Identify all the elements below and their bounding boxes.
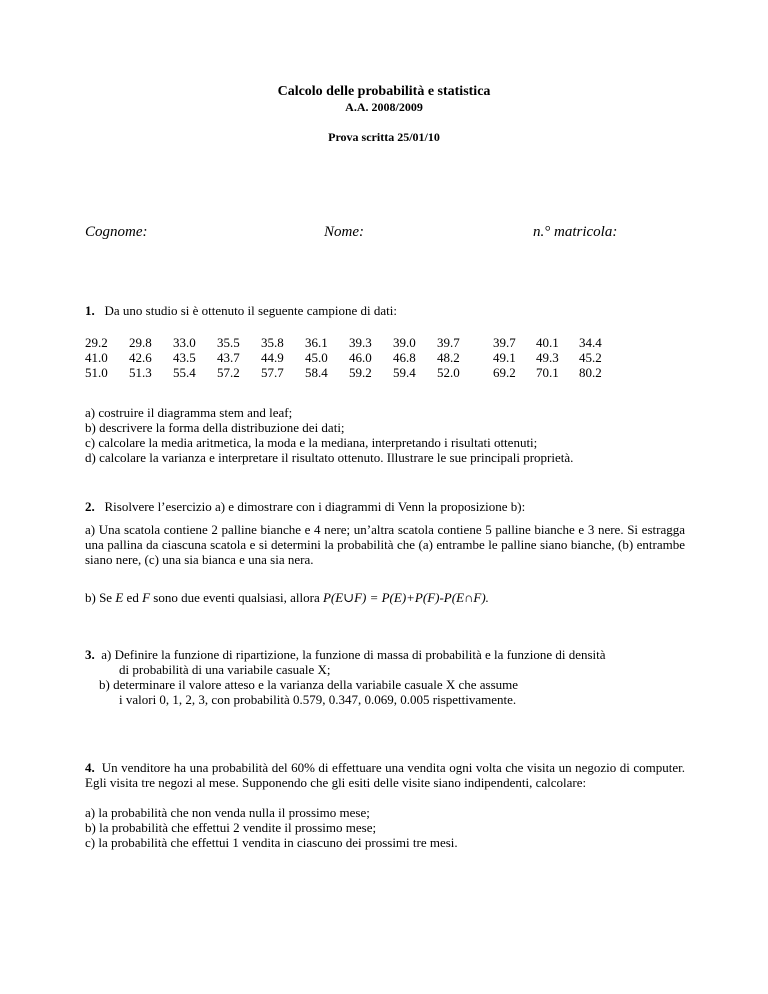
q1-intro <box>85 303 397 319</box>
q1-number: 1. <box>85 303 95 318</box>
q2-b-formula: P(E∪F) = P(E)+P(F)-P(E∩F). <box>322 590 489 605</box>
data-cell: 80.2 <box>579 365 602 380</box>
data-cell: 57.7 <box>261 365 284 380</box>
q1-task-b: b) descrivere la forma della distribuzione dei dati; <box>85 420 345 435</box>
data-cell: 35.5 <box>217 335 240 350</box>
q3-line-a2: di probabilità di una variabile casuale X; <box>119 662 331 677</box>
cognome-label: Cognome: <box>85 224 148 240</box>
q1-task-c: c) calcolare la media aritmetica, la moda e la mediana, interpretando i risultati ottenuti; <box>85 435 538 450</box>
data-cell: 42.6 <box>129 350 152 365</box>
q4-number: 4. <box>85 760 95 775</box>
data-cell: 45.2 <box>579 350 602 365</box>
q3-a1-text: a) Definire la funzione di ripartizione, la funzione di massa di probabilità e la funzione di densità <box>101 647 606 662</box>
data-cell: 29.8 <box>129 335 152 350</box>
data-cell: 40.1 <box>536 335 559 350</box>
data-cell: 39.7 <box>493 335 516 350</box>
data-cell: 49.1 <box>493 350 516 365</box>
q3-line-b2: i valori 0, 1, 2, 3, con probabilità 0.579, 0.347, 0.069, 0.005 rispettivamente. <box>119 692 517 707</box>
q1-tasks <box>85 405 685 465</box>
data-cell: 35.8 <box>261 335 284 350</box>
q3-line-a1 <box>85 647 606 663</box>
data-cell: 69.2 <box>493 365 516 380</box>
q3-line-b1: b) determinare il valore atteso e la varianza della variabile casuale X che assume <box>99 677 519 692</box>
q4-task-b: b) la probabilità che effettui 2 vendite il prossimo mese; <box>85 820 377 835</box>
table-row <box>85 335 619 350</box>
data-cell: 55.4 <box>173 365 196 380</box>
data-cell: 45.0 <box>305 350 328 365</box>
nome-label: Nome: <box>324 224 364 240</box>
exam-date: Prova scritta 25/01/10 <box>328 130 440 144</box>
course-title: Calcolo delle probabilità e statistica <box>277 84 491 99</box>
data-cell: 46.8 <box>393 350 416 365</box>
q3-number: 3. <box>85 647 95 662</box>
data-cell: 46.0 <box>349 350 372 365</box>
q4-intro-text: Un venditore ha una probabilità del 60% di effettuare una vendita ogni volta che visita un negozio di computer. Egli visita tre negozi al mese. Supponendo che gli esiti delle visite siano indipendenti, calcolare: <box>85 760 685 790</box>
data-cell: 70.1 <box>536 365 559 380</box>
data-cell: 39.3 <box>349 335 372 350</box>
q4-task-c: c) la probabilità che effettui 1 vendita in ciascuno dei prossimi tre mesi. <box>85 835 458 850</box>
q1-task-d: d) calcolare la varianza e interpretare il risultato ottenuto. Illustrare le sue principali proprietà. <box>85 450 574 465</box>
academic-year: A.A. 2008/2009 <box>345 100 423 114</box>
q2-part-a: a) Una scatola contiene 2 palline bianche e 4 nere; un’altra scatola contiene 5 palline bianche e 3 nere. Si estragga una pallina da ciascuna scatola e si determini la probabilità che (a) entrambe le palline siano bianche, (b) entrambe siano nere, (c) una sia bianca e una sia nera. <box>85 522 685 567</box>
data-cell: 43.7 <box>217 350 240 365</box>
q2-part-b <box>85 590 489 606</box>
data-cell: 51.3 <box>129 365 152 380</box>
q2-number: 2. <box>85 499 95 514</box>
matricola-label: n.° matricola: <box>533 224 618 240</box>
data-cell: 58.4 <box>305 365 328 380</box>
q2-b-event-e: E <box>115 590 124 605</box>
data-cell: 49.3 <box>536 350 559 365</box>
q2-b-ed: ed <box>126 590 139 605</box>
data-cell: 33.0 <box>173 335 196 350</box>
q4-tasks <box>85 805 685 850</box>
data-cell: 44.9 <box>261 350 284 365</box>
table-row <box>85 350 619 365</box>
q1-data-table <box>85 335 619 380</box>
q4-intro <box>85 760 685 790</box>
data-cell: 29.2 <box>85 335 108 350</box>
q4-task-a: a) la probabilità che non venda nulla il prossimo mese; <box>85 805 370 820</box>
data-cell: 51.0 <box>85 365 108 380</box>
q2-intro <box>85 499 525 515</box>
data-cell: 59.4 <box>393 365 416 380</box>
data-cell: 39.0 <box>393 335 416 350</box>
data-cell: 57.2 <box>217 365 240 380</box>
data-cell: 43.5 <box>173 350 196 365</box>
data-cell: 59.2 <box>349 365 372 380</box>
data-cell: 48.2 <box>437 350 460 365</box>
table-row <box>85 365 619 380</box>
q1-task-a: a) costruire il diagramma stem and leaf; <box>85 405 293 420</box>
data-cell: 39.7 <box>437 335 460 350</box>
data-cell: 52.0 <box>437 365 460 380</box>
data-cell: 36.1 <box>305 335 328 350</box>
q2-b-prefix: b) Se <box>85 590 113 605</box>
q2-intro-text: Risolvere l’esercizio a) e dimostrare con i diagrammi di Venn la proposizione b): <box>104 499 526 514</box>
q2-b-mid: sono due eventi qualsiasi, allora <box>153 590 320 605</box>
data-cell: 41.0 <box>85 350 108 365</box>
data-cell: 34.4 <box>579 335 602 350</box>
q2-b-event-f: F <box>142 590 151 605</box>
q1-intro-text: Da uno studio si è ottenuto il seguente campione di dati: <box>104 303 397 318</box>
